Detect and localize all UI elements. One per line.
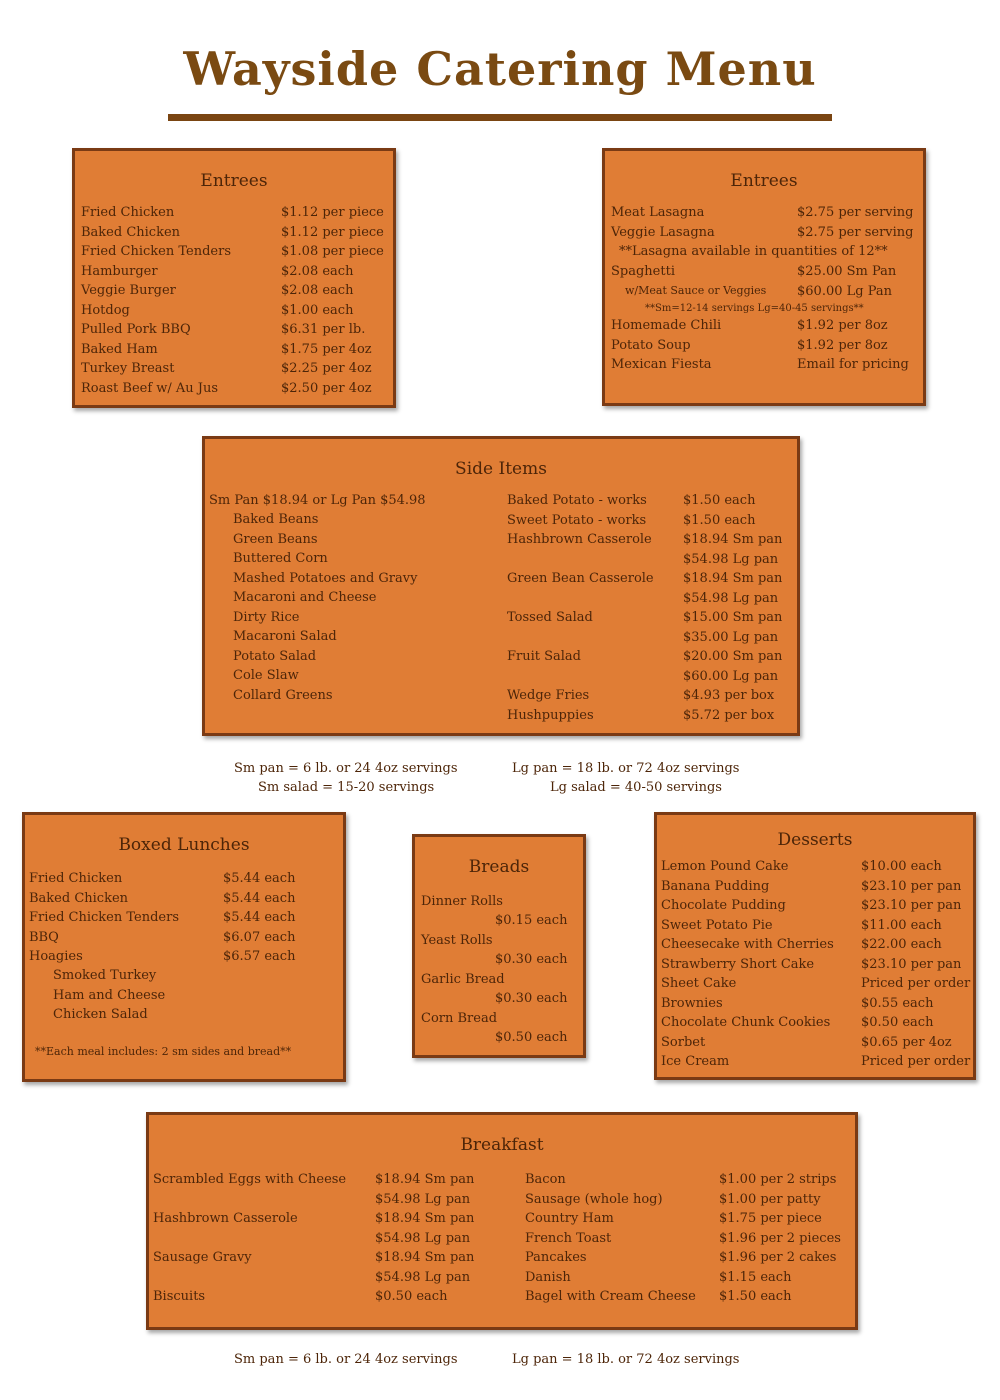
dessert-item-name: Ice Cream xyxy=(661,1054,730,1069)
side-item-name: Cole Slaw xyxy=(233,668,299,683)
item-name: Potato Soup xyxy=(611,338,691,353)
lunch-item-price: $6.07 each xyxy=(223,929,296,945)
dessert-item-price: $0.65 per 4oz xyxy=(861,1034,952,1050)
side-item-price: $4.93 per box xyxy=(683,688,775,703)
side-item-name: Hushpuppies xyxy=(507,707,594,723)
hoagie-type: Ham and Cheese xyxy=(53,987,166,1003)
dessert-item-name: Cheesecake with Cherries xyxy=(661,937,834,952)
item-name: Meat Lasagna xyxy=(611,205,705,220)
breads-panel xyxy=(412,834,586,1058)
side-item-price: $1.50 each xyxy=(683,512,756,528)
side-item-name: Macaroni Salad xyxy=(233,629,337,644)
item-price: $1.92 per 8oz xyxy=(797,338,888,353)
menu-item-name: Fried Chicken Tenders xyxy=(81,244,232,259)
bread-item-name: Garlic Bread xyxy=(421,972,505,987)
menu-item-price: $1.12 per piece xyxy=(281,205,384,220)
dessert-item-price: $0.55 each xyxy=(861,995,934,1011)
menu-item-price: $1.75 per 4oz xyxy=(281,341,372,357)
side-items-panel xyxy=(202,436,800,736)
spaghetti-note: **Sm=12-14 servings Lg=40-45 servings** xyxy=(645,303,864,314)
item-name: Spaghetti xyxy=(611,264,675,279)
side-item-price: $18.94 Sm pan xyxy=(683,571,783,586)
dessert-item-price: Priced per order xyxy=(861,1054,971,1069)
lunch-item-name: Fried Chicken xyxy=(29,871,123,886)
breakfast-item-price: $18.94 Sm pan xyxy=(375,1211,475,1226)
bread-item-name: Corn Bread xyxy=(421,1011,498,1026)
side-item-price: $54.98 Lg pan xyxy=(683,590,779,606)
lunch-item-price: $5.44 each xyxy=(223,890,296,906)
bottom-sm-pan-note: Sm pan = 6 lb. or 24 4oz servings xyxy=(234,1352,458,1367)
dessert-item-price: $23.10 per pan xyxy=(861,956,962,972)
side-item-name: Baked Potato - works xyxy=(507,493,647,508)
side-item-name: Hashbrown Casserole xyxy=(507,532,652,547)
breakfast-item-name: Danish xyxy=(525,1269,571,1285)
breakfast-item-price: $18.94 Sm pan xyxy=(375,1250,475,1265)
side-item-name: Collard Greens xyxy=(233,687,333,703)
menu-item-name: Fried Chicken xyxy=(81,205,175,220)
lunch-item-name: Fried Chicken Tenders xyxy=(29,910,180,925)
breakfast-item-price: $54.98 Lg pan xyxy=(375,1230,471,1246)
bread-item-name: Yeast Rolls xyxy=(421,933,493,948)
menu-item-name: Baked Ham xyxy=(81,341,158,357)
dessert-item-price: $22.00 each xyxy=(861,937,942,952)
breakfast-item-name: Sausage (whole hog) xyxy=(525,1191,663,1207)
breakfast-item-price: $1.50 each xyxy=(719,1289,792,1304)
breakfast-panel xyxy=(146,1112,858,1330)
breakfast-item-name: Pancakes xyxy=(525,1250,587,1265)
breakfast-item-price: $1.00 per 2 strips xyxy=(719,1172,837,1187)
dessert-item-name: Chocolate Pudding xyxy=(661,898,786,913)
item-price: $25.00 Sm Pan xyxy=(797,264,897,279)
menu-item-price: $2.08 each xyxy=(281,263,354,279)
item-price: Email for pricing xyxy=(797,357,909,372)
lunch-item-price: $5.44 each xyxy=(223,871,296,886)
dessert-item-name: Chocolate Chunk Cookies xyxy=(661,1015,831,1030)
dessert-item-name: Lemon Pound Cake xyxy=(661,859,789,874)
side-item-name: Potato Salad xyxy=(233,648,317,664)
item-price: $1.92 per 8oz xyxy=(797,318,888,333)
breakfast-item-name: Sausage Gravy xyxy=(153,1250,252,1265)
bread-item-name: Dinner Rolls xyxy=(421,894,503,909)
lunch-item-price: $5.44 each xyxy=(223,910,296,925)
dessert-item-price: $23.10 per pan xyxy=(861,878,962,894)
panel-title: Breads xyxy=(468,857,530,877)
dessert-item-name: Brownies xyxy=(661,995,723,1011)
side-item-price: $5.72 per box xyxy=(683,707,775,723)
dessert-item-name: Strawberry Short Cake xyxy=(661,956,815,972)
dessert-item-name: Sheet Cake xyxy=(661,976,737,991)
panel-title: Boxed Lunches xyxy=(118,835,250,855)
hoagie-type: Chicken Salad xyxy=(53,1007,148,1022)
bread-item-price: $0.30 each xyxy=(495,952,568,967)
menu-item-price: $6.31 per lb. xyxy=(281,322,366,337)
item-name: Veggie Lasagna xyxy=(611,225,715,240)
side-item-name: Green Beans xyxy=(233,531,318,547)
item-price: $2.75 per serving xyxy=(797,205,914,220)
bread-item-price: $0.50 each xyxy=(495,1030,568,1045)
menu-item-price: $2.08 each xyxy=(281,283,354,298)
side-item-name: Green Bean Casserole xyxy=(507,571,654,586)
menu-item-price: $2.50 per 4oz xyxy=(281,380,372,396)
panel-title: Entrees xyxy=(200,171,268,191)
side-item-name: Sweet Potato - works xyxy=(507,512,647,528)
breakfast-item-name: Country Ham xyxy=(525,1211,614,1226)
panel-title: Breakfast xyxy=(460,1135,544,1155)
sm-salad-note: Sm salad = 15-20 servings xyxy=(258,780,435,795)
lunch-item-price: $6.57 each xyxy=(223,949,296,964)
dessert-item-name: Sorbet xyxy=(661,1034,706,1050)
menu-item-price: $1.12 per piece xyxy=(281,224,384,240)
menu-item-name: Pulled Pork BBQ xyxy=(81,322,191,337)
entrees-right-panel xyxy=(602,148,926,406)
breakfast-item-name: Bagel with Cream Cheese xyxy=(525,1289,696,1304)
boxed-lunches-panel xyxy=(22,812,346,1082)
item-price: $2.75 per serving xyxy=(797,225,914,240)
side-item-price: $54.98 Lg pan xyxy=(683,551,779,567)
breakfast-item-price: $0.50 each xyxy=(375,1289,448,1304)
desserts-panel xyxy=(654,812,976,1080)
breakfast-item-price: $1.00 per patty xyxy=(719,1191,821,1207)
menu-item-name: Turkey Breast xyxy=(81,361,175,376)
menu-item-name: Veggie Burger xyxy=(81,283,176,298)
dessert-item-name: Banana Pudding xyxy=(661,878,770,894)
menu-item-price: $2.25 per 4oz xyxy=(281,361,372,376)
pan-price-header: Sm Pan $18.94 or Lg Pan $54.98 xyxy=(209,493,426,508)
side-item-price: $20.00 Sm pan xyxy=(683,649,783,664)
side-item-price: $35.00 Lg pan xyxy=(683,629,779,645)
side-item-name: Baked Beans xyxy=(233,512,319,527)
menu-item-price: $1.08 per piece xyxy=(281,244,384,259)
lunch-item-name: Baked Chicken xyxy=(29,890,129,906)
item-name: w/Meat Sauce or Veggies xyxy=(625,284,767,297)
dessert-item-price: $10.00 each xyxy=(861,859,942,874)
side-item-name: Mashed Potatoes and Gravy xyxy=(233,570,418,586)
dessert-item-name: Sweet Potato Pie xyxy=(661,917,773,933)
item-name: Mexican Fiesta xyxy=(611,357,712,372)
panel-title: Desserts xyxy=(777,830,853,850)
breakfast-item-name: Biscuits xyxy=(153,1289,206,1304)
menu-item-name: Hotdog xyxy=(81,302,130,318)
breakfast-item-price: $1.15 each xyxy=(719,1269,792,1285)
side-item-name: Buttered Corn xyxy=(233,551,328,566)
breakfast-item-name: Bacon xyxy=(525,1172,566,1187)
menu-item-price: $1.00 each xyxy=(281,302,354,318)
meal-note: **Each meal includes: 2 sm sides and bread** xyxy=(35,1045,292,1058)
breakfast-item-name: Hashbrown Casserole xyxy=(153,1211,298,1226)
side-item-price: $1.50 each xyxy=(683,493,756,508)
menu-item-name: Roast Beef w/ Au Jus xyxy=(81,380,219,396)
side-item-name: Wedge Fries xyxy=(507,688,590,703)
lg-salad-note: Lg salad = 40-50 servings xyxy=(550,780,722,795)
breakfast-item-price: $1.75 per piece xyxy=(719,1211,822,1226)
breakfast-item-name: Scrambled Eggs with Cheese xyxy=(153,1172,347,1187)
lunch-item-name: BBQ xyxy=(29,929,59,945)
side-item-name: Fruit Salad xyxy=(507,649,582,664)
breakfast-item-name: French Toast xyxy=(525,1230,612,1246)
menu-item-name: Baked Chicken xyxy=(81,224,181,240)
bottom-lg-pan-note: Lg pan = 18 lb. or 72 4oz servings xyxy=(512,1352,740,1367)
bread-item-price: $0.15 each xyxy=(495,913,568,928)
dessert-item-price: $0.50 each xyxy=(861,1015,934,1030)
breakfast-item-price: $54.98 Lg pan xyxy=(375,1269,471,1285)
breakfast-item-price: $54.98 Lg pan xyxy=(375,1191,471,1207)
side-item-name: Tossed Salad xyxy=(507,610,593,625)
side-item-name: Macaroni and Cheese xyxy=(233,590,377,605)
breakfast-item-price: $1.96 per 2 pieces xyxy=(719,1230,841,1246)
side-item-name: Dirty Rice xyxy=(233,609,300,625)
side-item-price: $15.00 Sm pan xyxy=(683,610,783,625)
dessert-item-price: $23.10 per pan xyxy=(861,898,962,913)
hoagie-type: Smoked Turkey xyxy=(53,968,157,983)
menu-item-name: Hamburger xyxy=(81,263,158,279)
entrees-left-panel xyxy=(72,148,396,408)
dessert-item-price: $11.00 each xyxy=(861,917,942,933)
panel-title: Entrees xyxy=(730,171,798,191)
side-item-price: $18.94 Sm pan xyxy=(683,532,783,547)
menu-title: Wayside Catering Menu xyxy=(183,42,817,96)
panel-title: Side Items xyxy=(455,459,547,479)
breakfast-item-price: $1.96 per 2 cakes xyxy=(719,1250,837,1265)
sm-pan-note: Sm pan = 6 lb. or 24 4oz servings xyxy=(234,761,458,776)
item-price: $60.00 Lg Pan xyxy=(797,284,892,299)
lasagna-note: **Lasagna available in quantities of 12** xyxy=(619,244,888,259)
bread-item-price: $0.30 each xyxy=(495,991,568,1006)
item-name: Homemade Chili xyxy=(611,318,722,333)
dessert-item-price: Priced per order xyxy=(861,976,971,991)
title-underline xyxy=(168,114,832,121)
side-item-price: $60.00 Lg pan xyxy=(683,668,779,684)
breakfast-item-price: $18.94 Sm pan xyxy=(375,1172,475,1187)
lunch-item-name: Hoagies xyxy=(29,949,83,964)
lg-pan-note: Lg pan = 18 lb. or 72 4oz servings xyxy=(512,761,740,776)
